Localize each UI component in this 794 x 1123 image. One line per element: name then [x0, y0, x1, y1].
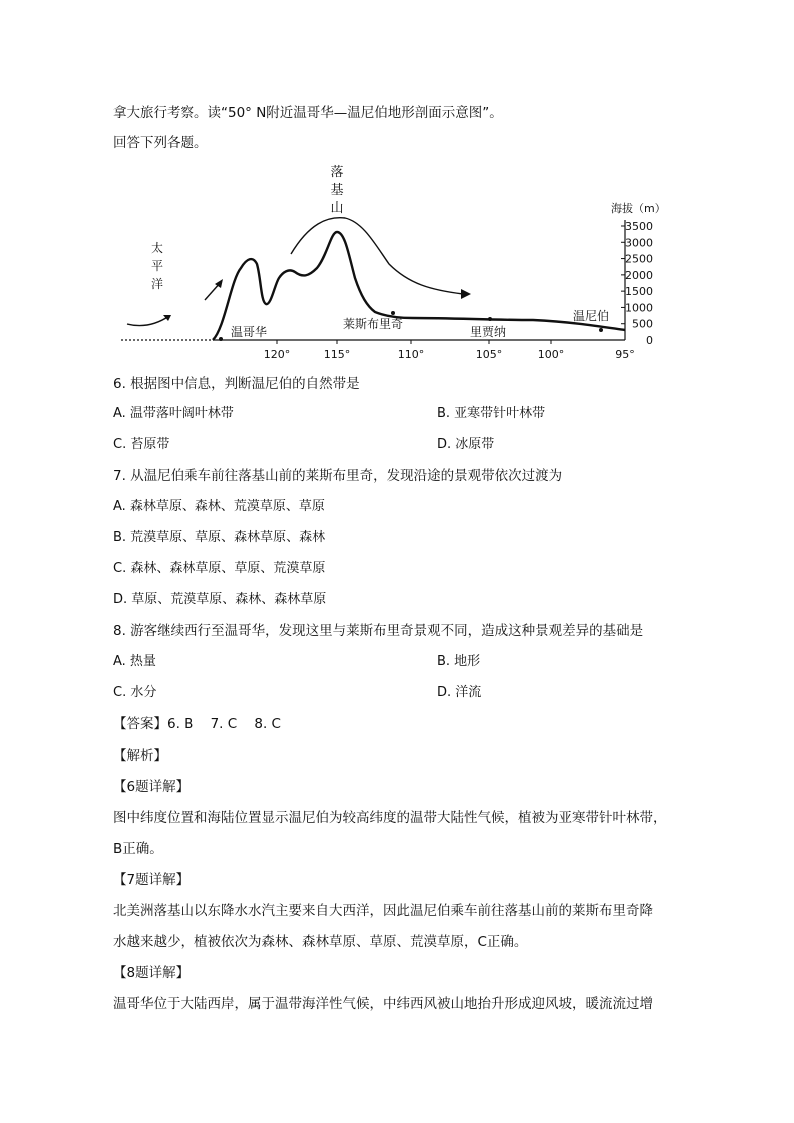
lon-label-115: 115° [323, 348, 351, 361]
wind-arrow-over-mountain [291, 218, 463, 294]
q8-stem: 8. 游客继续西行至温哥华，发现这里与莱斯布里奇景观不同，造成这种景观差异的基础是 [113, 623, 644, 639]
mountain-label-2: 基 [330, 183, 344, 198]
q6-option-a: A. 温带落叶阔叶林带 [113, 406, 234, 421]
point-lethbridge [391, 311, 395, 315]
elevation-label-3500: 3500 [625, 220, 653, 233]
elevation-axis [611, 201, 666, 347]
elevation-label-1500: 1500 [625, 285, 653, 299]
ocean-label-3: 洋 [150, 277, 164, 291]
elevation-label-2000: 2000 [625, 268, 653, 282]
q8-option-a: A. 热量 [113, 654, 156, 669]
q8-option-d: D. 洋流 [437, 685, 482, 700]
intro-line-2: 回答下列各题。 [113, 135, 208, 151]
q7-detail-line-2: 水越来越少，植被依次为森林、森林草原、草原、荒漠草原，C正确。 [113, 934, 528, 950]
q6-detail-line-1: 图中纬度位置和海陆位置显示温尼伯为较高纬度的温带大陆性气候，植被为亚寒带针叶林带， [113, 810, 667, 826]
q6-option-c: C. 苔原带 [113, 437, 170, 452]
terrain-line [213, 232, 625, 340]
lon-label-100: 100° [537, 348, 565, 361]
lon-label-120: 120° [263, 348, 291, 361]
lon-label-95: 95° [615, 348, 635, 361]
elevation-label-2500: 2500 [625, 252, 653, 266]
analysis-heading: 【解析】 [113, 748, 167, 764]
elevation-label-1000: 1000 [625, 301, 653, 315]
label-vancouver: 温哥华 [231, 325, 268, 339]
q7-stem: 7. 从温尼伯乘车前往落基山前的莱斯布里奇，发现沿途的景观带依次过渡为 [113, 468, 563, 484]
answer-line: 【答案】6. B 7. C 8. C [113, 716, 281, 732]
terrain-profile-figure [113, 160, 666, 370]
q6-detail-line-2: B正确。 [113, 841, 163, 857]
elevation-label-3000: 3000 [625, 236, 653, 250]
ocean-label-1: 太 [150, 241, 164, 255]
mountain-label-3: 山 [330, 201, 344, 216]
label-winnipeg: 温尼伯 [573, 309, 610, 323]
q7-option-b: B. 荒漠草原、草原、森林草原、森林 [113, 530, 326, 545]
label-regina: 里贾纳 [470, 325, 507, 339]
lon-label-105: 105° [475, 348, 503, 361]
q6-option-b: B. 亚寒带针叶林带 [437, 406, 546, 421]
q6-detail-heading: 【6题详解】 [113, 779, 190, 795]
wind-arrow-ocean-head [163, 315, 171, 321]
elevation-axis-title: 海拔（m） [611, 202, 666, 215]
q7-option-d: D. 草原、荒漠草原、森林、森林草原 [113, 592, 327, 607]
q8-detail-heading: 【8题详解】 [113, 965, 190, 981]
q7-detail-line-1: 北美洲落基山以东降水水汽主要来自大西洋，因此温尼伯乘车前往落基山前的莱斯布里奇降 [113, 903, 653, 919]
wind-arrow-ocean [127, 316, 169, 326]
elevation-label-500: 500 [632, 317, 653, 331]
q7-detail-heading: 【7题详解】 [113, 872, 190, 888]
mountain-label-1: 落 [330, 165, 344, 180]
q6-stem: 6. 根据图中信息，判断温尼伯的自然带是 [113, 376, 360, 392]
q8-detail-line-1: 温哥华位于大陆西岸，属于温带海洋性气候，中纬西风被山地抬升形成迎风坡，暖流流过增 [113, 996, 653, 1012]
elevation-label-0: 0 [646, 334, 653, 347]
q7-option-c: C. 森林、森林草原、草原、荒漠草原 [113, 561, 326, 576]
ocean-label-2: 平 [150, 259, 164, 273]
q6-option-d: D. 冰原带 [437, 437, 495, 452]
q8-option-c: C. 水分 [113, 685, 157, 700]
label-lethbridge: 莱斯布里奇 [343, 317, 404, 331]
point-regina [488, 317, 492, 321]
longitude-axis [264, 340, 635, 361]
wind-arrow-over-mountain-head [461, 289, 471, 299]
q8-option-b: B. 地形 [437, 654, 481, 669]
point-vancouver [219, 337, 223, 341]
q7-option-a: A. 森林草原、森林、荒漠草原、草原 [113, 499, 325, 514]
point-winnipeg [599, 328, 603, 332]
intro-line-1: 拿大旅行考察。读“50° N附近温哥华—温尼伯地形剖面示意图”。 [113, 105, 503, 121]
lon-label-110: 110° [397, 348, 425, 361]
